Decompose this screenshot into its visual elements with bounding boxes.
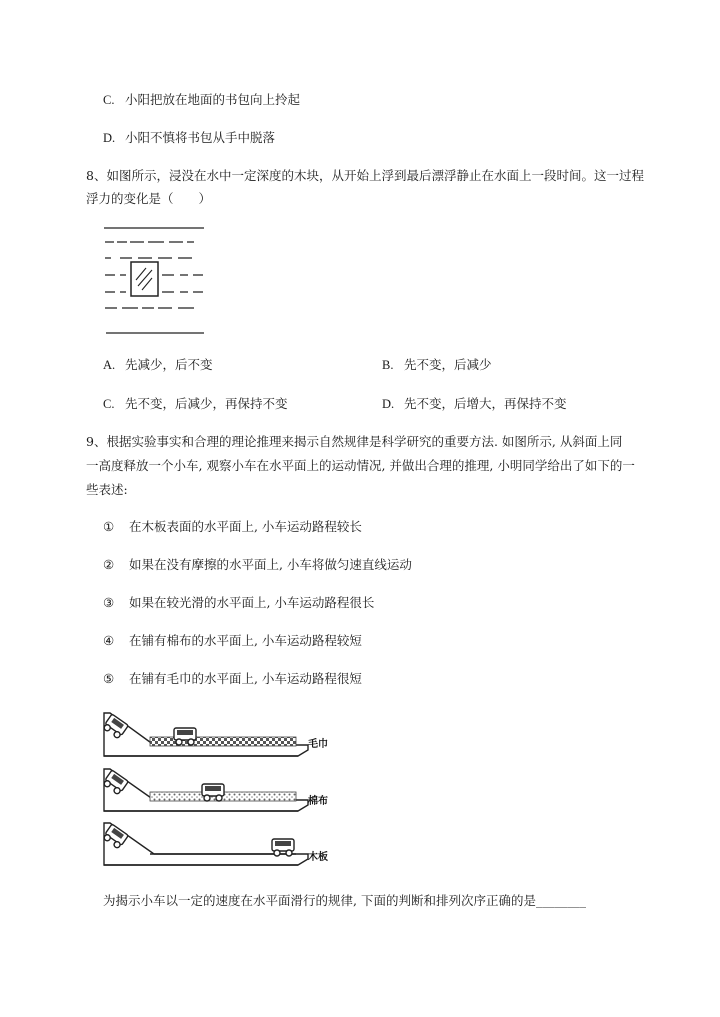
option-text: 先不变，后增大，再保持不变	[403, 396, 567, 411]
option-text: 先减少，后不变	[124, 357, 213, 372]
q9-statement-4	[103, 633, 362, 649]
statement-number: ⑤	[103, 671, 115, 686]
statement-number: ④	[103, 633, 115, 648]
statement-text: 在铺有棉布的水平面上, 小车运动路程较短	[128, 633, 362, 648]
ramp-cotton	[102, 769, 308, 811]
q8-option-d[interactable]	[382, 396, 567, 412]
option-label: A.	[103, 358, 116, 372]
towel-surface	[150, 737, 296, 746]
q9-statement-5	[103, 671, 362, 687]
q9-statement-2	[103, 557, 412, 573]
ramp-board	[102, 823, 308, 865]
q8-water-block-figure	[100, 222, 210, 340]
option-text: 先不变，后减少，再保持不变	[124, 396, 288, 411]
q7-option-c[interactable]	[103, 92, 300, 108]
option-label: C.	[103, 93, 115, 107]
option-label: B.	[382, 358, 394, 372]
option-text: 先不变，后减少	[403, 357, 492, 372]
q9-statement-3	[103, 595, 374, 611]
q8-stem-line-1: 8、如图所示，浸没在水中一定深度的木块，从开始上浮到最后漂浮静止在水面上一段时间。这一过程	[86, 168, 644, 183]
q8-option-c[interactable]	[103, 396, 288, 412]
label-towel: 毛巾	[308, 739, 328, 750]
statement-text: 在铺有毛巾的水平面上, 小车运动路程很短	[128, 671, 362, 686]
statement-number: ②	[103, 557, 115, 572]
q8-option-a[interactable]	[103, 357, 213, 373]
q8-option-b[interactable]	[382, 357, 492, 373]
label-cotton: 棉布	[308, 796, 328, 807]
statement-text: 在木板表面的水平面上, 小车运动路程较长	[128, 519, 362, 534]
option-text: 小阳不慎将书包从手中脱落	[124, 130, 275, 145]
block-hatching	[136, 268, 152, 290]
q9-conclusion: 为揭示小车以一定的速度在水平面滑行的规律, 下面的判断和排列次序正确的是________	[103, 893, 586, 908]
option-label: D.	[103, 131, 116, 145]
option-text: 小阳把放在地面的书包向上拎起	[124, 92, 300, 107]
ramp-towel	[102, 713, 308, 756]
q9-statement-1	[103, 519, 362, 535]
q7-option-d[interactable]	[103, 130, 275, 146]
q9-stem-line-3: 些表述:	[86, 482, 128, 497]
q9-stem-line-2: 一高度释放一个小车, 观察小车在水平面上的运动情况, 并做出合理的推理, 小明同学给出了如下的一	[86, 458, 635, 473]
option-label: C.	[103, 397, 115, 411]
statement-text: 如果在没有摩擦的水平面上, 小车将做匀速直线运动	[128, 557, 412, 572]
statement-number: ③	[103, 595, 115, 610]
q9-ramp-experiment-figure	[98, 708, 348, 872]
option-label: D.	[382, 397, 395, 411]
statement-number: ①	[103, 519, 115, 534]
q9-stem-line-1: 9、根据实验事实和合理的理论推理来揭示自然规律是科学研究的重要方法. 如图所示, 从斜面上同	[86, 434, 623, 449]
q8-stem-line-2: 浮力的变化是（ ）	[86, 191, 212, 206]
label-board: 木板	[308, 852, 328, 863]
statement-text: 如果在较光滑的水平面上, 小车运动路程很长	[128, 595, 375, 610]
